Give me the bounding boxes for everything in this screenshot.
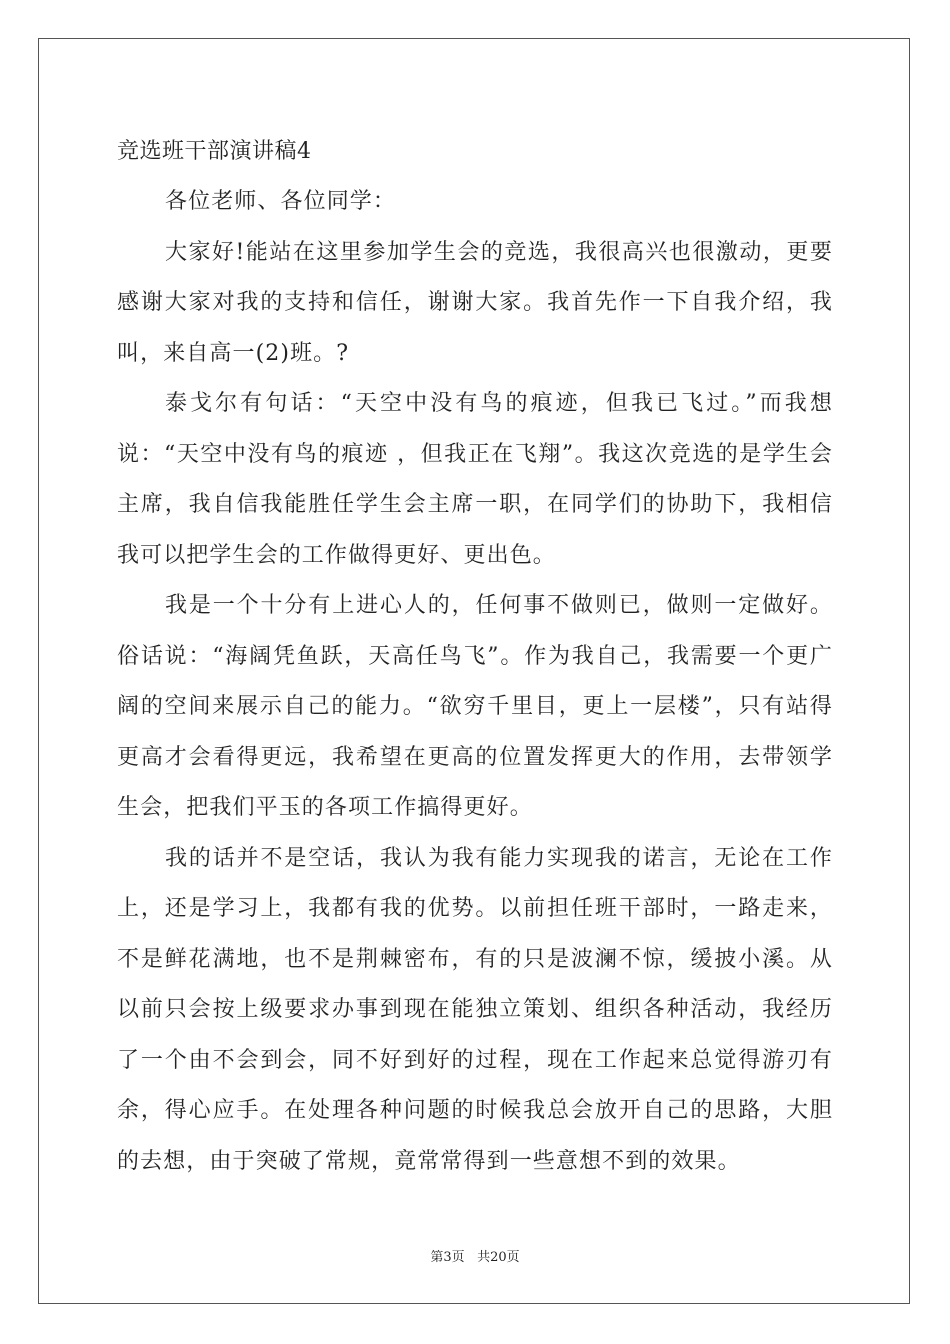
page-number: 第3页 (430, 1250, 465, 1265)
document-title: 竞选班干部演讲稿4 (117, 139, 312, 164)
page-footer (0, 1246, 950, 1265)
paragraph-greeting: 各位老师、各位同学： (165, 189, 397, 214)
paragraph-experience: 我的话并不是空话，我认为我有能力实现我的诺言，无论在工作上，还是学习上，我都有我的优势。以前担任班干部时，一路走来，不是鲜花满地，也不是荆棘密布，有的只是波澜不惊，缓披小溪。从以前只会按上级要求办事到现在能独立策划、组织各种活动，我经历了一个由不会到会，同不好到好的过程，现在工作起来总觉得游刃有余，得心应手。在处理各种问题的时候我总会放开自己的思路，大胆的去想，由于突破了常规，竟常常得到一些意想不到的效果。 (117, 845, 833, 1174)
document-body (117, 127, 833, 1187)
paragraph-tagore-quote: 泰戈尔有句话：“天空中没有鸟的痕迹，但我已飞过。”而我想说：“天空中没有鸟的痕迹 ，但我正在飞翔”。我这次竞选的是学生会主席，我自信我能胜任学生会主席一职，在同学们的协助下，我相信我可以把学生会的工作做得更好、更出色。 (117, 391, 833, 568)
paragraph-introduction: 大家好!能站在这里参加学生会的竞选，我很高兴也很激动，更要感谢大家对我的支持和信任，谢谢大家。我首先作一下自我介绍，我叫，来自高一(2)班。? (117, 239, 833, 366)
paragraph-ambition: 我是一个十分有上进心人的，任何事不做则已，做则一定做好。俗话说：“海阔凭鱼跃，天高任鸟飞”。作为我自己，我需要一个更广阔的空间来展示自己的能力。“欲穷千里目，更上一层楼”，只有站得更高才会看得更远，我希望在更高的位置发挥更大的作用，去带领学生会，把我们平玉的各项工作搞得更好。 (117, 593, 833, 820)
page-total: 共20页 (477, 1250, 520, 1265)
